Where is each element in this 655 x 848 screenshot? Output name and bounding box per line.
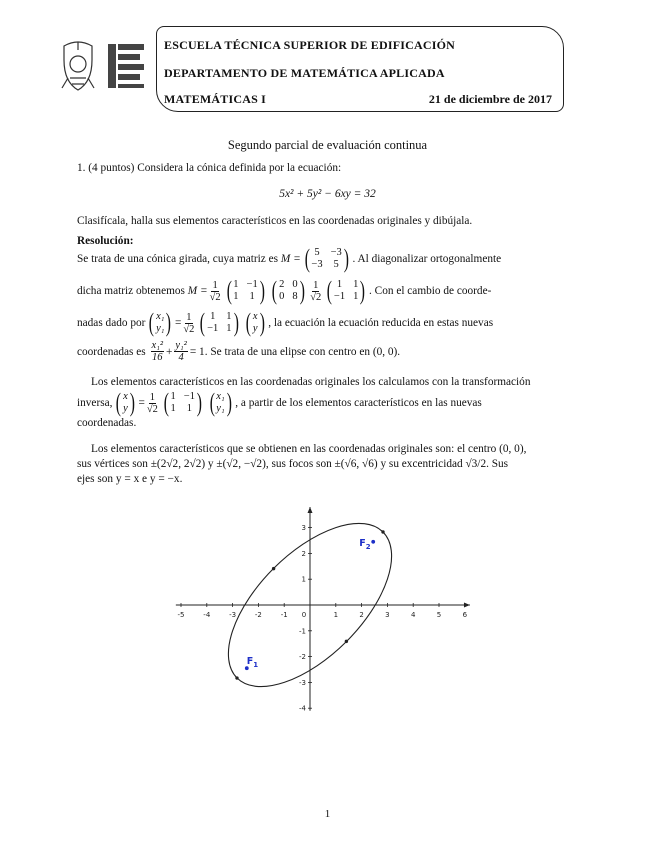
school-logo bbox=[108, 44, 144, 88]
solution-text: nadas dado por bbox=[77, 317, 146, 329]
fraction-inv-sqrt2: $\frac{1}{√2}$ bbox=[146, 391, 158, 415]
solution-text: , a partir de los elementos característicos en las nuevas bbox=[235, 397, 482, 409]
matrix-p: ( 1 −1 1 1 ) bbox=[226, 276, 265, 305]
fraction-inv-sqrt2: $\frac{1}{√2}$ bbox=[209, 279, 221, 303]
solution-text: Se trata de una cónica girada, cuya matriz es bbox=[77, 253, 279, 265]
x-tick-label: 1 bbox=[333, 611, 339, 619]
solution-line-7: coordenadas. bbox=[77, 417, 137, 429]
equals-one: = 1 bbox=[189, 345, 205, 358]
x-tick-label: 3 bbox=[385, 611, 390, 619]
data-point bbox=[235, 676, 238, 679]
problem-statement: 1. (4 puntos) Considera la cónica definida por la ecuación: bbox=[77, 162, 342, 174]
focus-label-subscript: 1 bbox=[253, 661, 259, 670]
department-name: DEPARTAMENTO DE MATEMÁTICA APLICADA bbox=[164, 66, 445, 80]
x-tick-label: 0 bbox=[301, 611, 307, 619]
matrix-p: ( 1 −1 1 1 ) bbox=[163, 388, 202, 417]
problem-task: Clasifícala, halla sus elementos característicos en las coordenadas originales y dibújala. bbox=[77, 215, 473, 227]
x-tick-label: 5 bbox=[436, 611, 442, 619]
solution-text: , la ecuación la ecuación reducida en estas nuevas bbox=[268, 317, 494, 329]
x-tick-label: -3 bbox=[229, 611, 237, 619]
equals-sign: = bbox=[138, 397, 145, 409]
y-tick-label: -3 bbox=[299, 678, 306, 687]
vector-x1y1: ( x₁ y₁ ) bbox=[209, 388, 232, 417]
x-tick-label: -2 bbox=[254, 611, 262, 619]
focus-label: $F_2$ bbox=[359, 537, 371, 551]
focus-label-subscript: 2 bbox=[365, 542, 371, 551]
x-tick-label: 4 bbox=[410, 611, 416, 619]
x-tick-label: -1 bbox=[280, 611, 288, 619]
solution-line-9: sus vértices son ±(2√2, 2√2) y ±(√2, −√2), sus focos son ±(√6, √6) y su excentricidad √3/2. Sus bbox=[77, 458, 509, 470]
school-name: ESCUELA TÉCNICA SUPERIOR DE EDIFICACIÓN bbox=[164, 38, 455, 52]
ellipse-plot bbox=[175, 495, 480, 717]
matrix-d: ( 2 0 0 8 ) bbox=[272, 276, 305, 305]
crest-logo bbox=[62, 42, 94, 90]
solution-text: . Se trata de una elipse con centro en (0, 0). bbox=[204, 345, 401, 358]
fraction-inv-sqrt2: $\frac{1}{√2}$ bbox=[183, 311, 195, 335]
solution-text: coordenadas es bbox=[77, 345, 146, 358]
x-tick-label: 6 bbox=[462, 611, 468, 619]
plot-tick-labels bbox=[178, 524, 468, 713]
solution-text: . Al diagonalizar ortogonalmente bbox=[352, 253, 502, 265]
matrix-label: M = bbox=[280, 253, 301, 265]
solution-text: dicha matriz obtenemos bbox=[77, 285, 185, 297]
equals-sign: = bbox=[175, 317, 182, 329]
fraction-inv-sqrt2: $\frac{1}{√2}$ bbox=[310, 279, 322, 303]
x-tick-label: 2 bbox=[359, 611, 364, 619]
conic-equation: 5x² + 5y² − 6xy = 32 bbox=[279, 188, 376, 200]
solution-text: . Con el cambio de coorde- bbox=[369, 285, 492, 297]
x-tick-label: -5 bbox=[177, 611, 185, 619]
solution-line-6 bbox=[77, 390, 579, 416]
vector-xy: ( x y ) bbox=[245, 308, 265, 337]
plus-sign: + bbox=[166, 345, 173, 358]
data-point bbox=[381, 530, 384, 533]
fraction-x1-16: $\frac{\text{x₁²}}{16}$ bbox=[151, 340, 163, 363]
matrix-label: M = bbox=[187, 285, 208, 297]
institution-logos bbox=[58, 38, 148, 96]
y-tick-label: -1 bbox=[299, 627, 306, 636]
exam-date: 21 de diciembre de 2017 bbox=[428, 92, 552, 106]
focus-label: $F_1$ bbox=[246, 656, 259, 670]
focus-point bbox=[371, 540, 375, 544]
solution-paragraph-3: Los elementos característicos que se obtienen en las coordenadas originales son: el centro (0, 0), bbox=[91, 443, 527, 455]
y-tick-label: -2 bbox=[299, 653, 306, 662]
solution-line-3 bbox=[77, 310, 579, 336]
vector-xy: ( x y ) bbox=[116, 388, 135, 417]
page-number: 1 bbox=[324, 808, 331, 820]
vector-x1y1: ( x₁ y₁ ) bbox=[149, 308, 172, 337]
y-tick-label: 2 bbox=[301, 549, 306, 558]
solution-paragraph-2: Los elementos característicos en las coordenadas originales los calculamos con la transformación bbox=[91, 376, 531, 388]
solution-heading: Resolución: bbox=[77, 235, 134, 247]
data-point bbox=[345, 640, 348, 643]
plot-axes bbox=[176, 507, 470, 711]
fraction-y1-4: $\frac{\text{y₁²}}{4}$ bbox=[175, 340, 187, 363]
solution-line-1 bbox=[77, 246, 579, 272]
solution-line-10: ejes son y = x e y = −x. bbox=[77, 473, 183, 485]
solution-line-4 bbox=[77, 340, 579, 363]
matrix-m: ( 5 −3 −3 5 ) bbox=[304, 244, 349, 273]
y-tick-label: -4 bbox=[299, 704, 306, 713]
solution-text: inversa, bbox=[77, 397, 113, 409]
exam-title: Segundo parcial de evaluación continua bbox=[227, 138, 428, 152]
matrix-pt: ( 1 1 −1 1 ) bbox=[326, 276, 366, 305]
y-tick-label: 3 bbox=[301, 524, 306, 533]
x-tick-label: -4 bbox=[203, 611, 211, 619]
solution-line-2 bbox=[77, 278, 579, 304]
course-name: MATEMÁTICAS I bbox=[164, 92, 267, 106]
data-point bbox=[272, 567, 275, 570]
y-tick-label: 1 bbox=[301, 575, 306, 584]
matrix-pt: ( 1 1 −1 1 ) bbox=[200, 308, 239, 337]
y-axis-arrow bbox=[308, 507, 313, 513]
